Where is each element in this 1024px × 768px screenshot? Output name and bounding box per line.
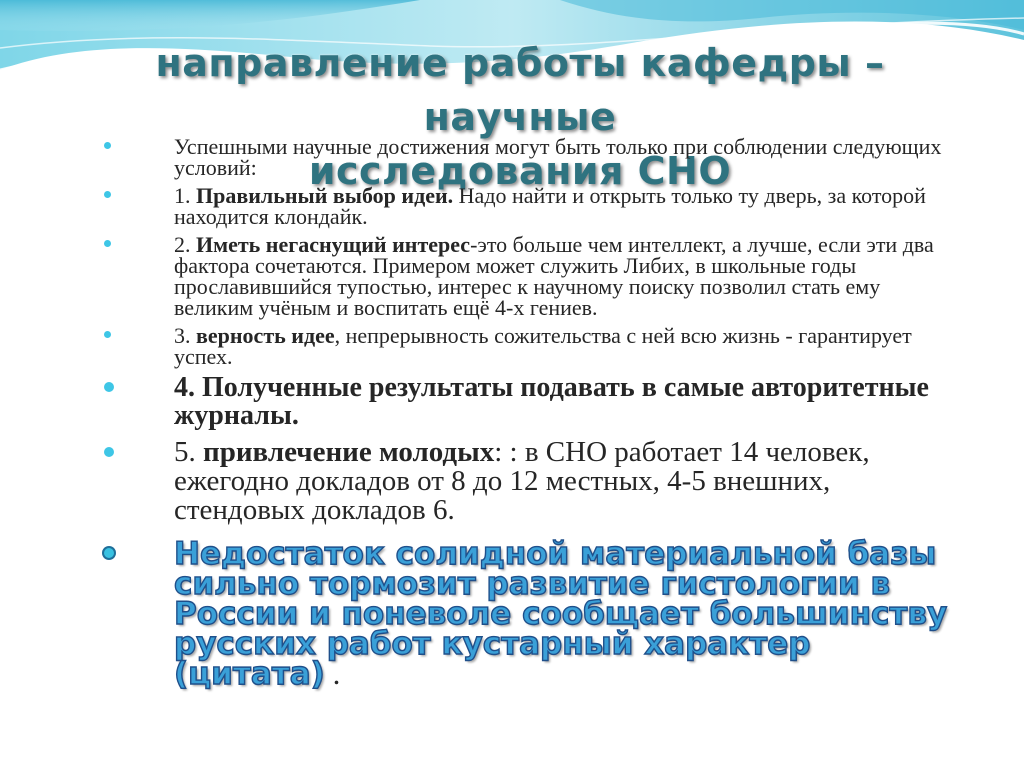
- bullet-list: [100, 134, 960, 692]
- title-line-1: направление работы кафедры –научные: [155, 41, 885, 139]
- bullet-dot-icon: [104, 191, 111, 198]
- bullet-text: , непрерывность сожительства с ней всю жизнь - гарантирует успех.: [174, 323, 912, 369]
- bullet-text: Успешными научные достижения могут быть только при соблюдении следующих условий:: [174, 134, 942, 180]
- bullet-text: : : в СНО работает 14 человек, ежегодно докладов от 8 до 12 местных, 4-5 внешних, стендовых докладов 6.: [174, 436, 870, 526]
- bullet-item-5: [100, 438, 960, 525]
- bullet-dot-icon: [104, 447, 114, 457]
- quote-text: Недостаток солидной материальной базы сильно тормозит развитие гистологии в России и поневоле сообщает большинству русских работ кустарный характер (цитата): [174, 536, 948, 692]
- bullet-item-quote: [100, 536, 960, 692]
- bullet-bold-text: привлечение молодых: [203, 436, 495, 468]
- bullet-dot-icon: [104, 240, 111, 247]
- quote-suffix: .: [324, 656, 341, 691]
- bullet-prefix: 3.: [174, 323, 196, 348]
- bullet-dot-icon: [104, 331, 111, 338]
- bullet-dot-icon: [104, 382, 114, 392]
- bullet-prefix: 1.: [174, 183, 196, 208]
- bullet-item-intro: [100, 136, 960, 178]
- bullet-prefix: 5.: [174, 436, 203, 468]
- bullet-text: -это больше чем интеллект, а лучше, если эти два фактора сочетаются. Примером может служить Либих, в школьные годы прославившийся тупостью, интерес к научному поиску позволил стать ему великим учёным и воспитать ещё 4-х гениев.: [174, 232, 934, 320]
- bullet-item-3: [100, 325, 960, 367]
- slide-content: [100, 134, 960, 692]
- bullet-item-4: [100, 374, 960, 430]
- title-line-2: исследования СНО: [308, 149, 732, 193]
- bullet-prefix: 2.: [174, 232, 196, 257]
- bullet-dot-icon: [104, 142, 111, 149]
- bullet-item-2: [100, 234, 960, 318]
- bullet-dot-icon: [104, 548, 114, 558]
- bullet-item-1: [100, 185, 960, 227]
- bullet-bold-text: Иметь негаснущий интерес: [196, 232, 471, 257]
- bullet-text: Надо найти и открыть только ту дверь, за которой находится клондайк.: [174, 183, 926, 229]
- bullet-bold-text: верность идее: [196, 323, 335, 348]
- bullet-text: 4. Полученные результаты подавать в самые авторитетные журналы.: [174, 372, 929, 431]
- bullet-bold-text: Правильный выбор идеи.: [196, 183, 454, 208]
